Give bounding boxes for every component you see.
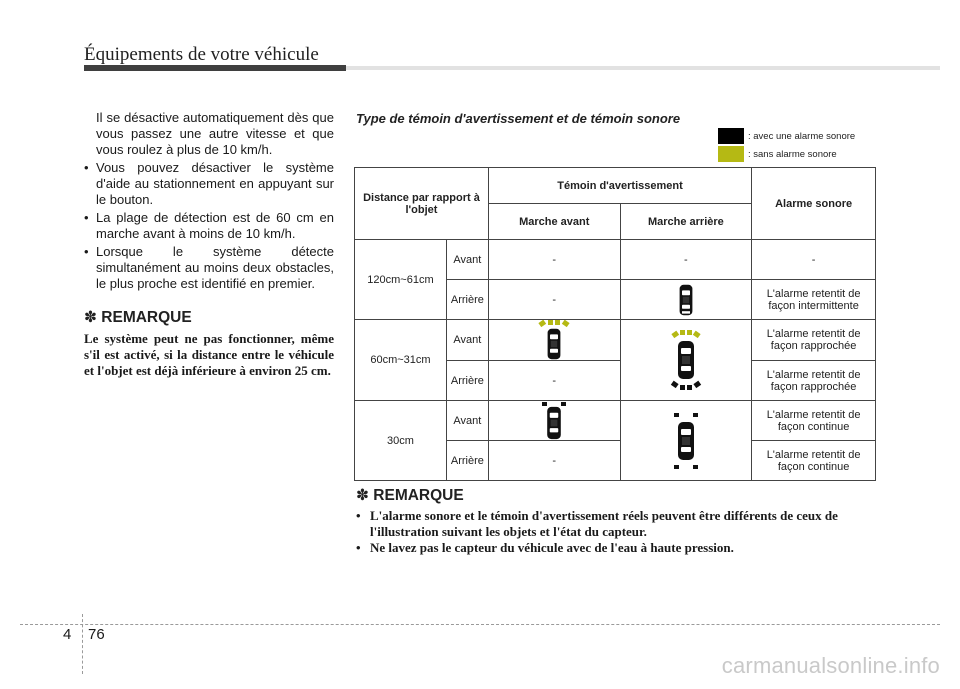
remark-block-bottom xyxy=(356,486,880,556)
header-rule-accent xyxy=(84,65,346,71)
intro-paragraph: Il se désactive automatiquement dès que vous passez une autre vitesse et que vous roulez à plus de 10 km/h. xyxy=(96,110,334,157)
distance-cell: 60cm~31cm xyxy=(355,320,447,401)
alarm-cell: L'alarme retentit de façon rapprochée xyxy=(752,361,876,401)
watermark-text: carmanualsonline.info xyxy=(721,653,940,678)
remark-item: • L'alarme sonore et le témoin d'avertissement réels peuvent être différents de ceux de l'illustration suivant les objets et l'état du capteur. xyxy=(356,508,880,540)
legend-label: : sans alarme sonore xyxy=(748,148,837,160)
header-distance: Distance par rapport à l'objet xyxy=(355,168,489,240)
front-indicator-cell xyxy=(488,401,620,441)
rear-indicator-cell: - xyxy=(620,240,752,280)
legend-swatch-black xyxy=(718,128,744,144)
legend-label: : avec une alarme sonore xyxy=(748,130,856,142)
bullet-item: • Lorsque le système détecte simultanément au moins deux obstacles, le plus proche est identifié en premier. xyxy=(84,244,334,292)
rear-indicator-cell xyxy=(620,320,752,401)
warning-table xyxy=(354,167,876,481)
legend-swatch-yellow xyxy=(718,146,744,162)
page-header-title: Équipements de votre véhicule xyxy=(84,44,319,65)
footer-divider xyxy=(82,614,83,674)
direction-cell: Avant xyxy=(446,240,488,280)
remark-item: • Ne lavez pas le capteur du véhicule avec de l'eau à haute pression. xyxy=(356,540,880,556)
alarm-cell: - xyxy=(752,240,876,280)
remark-text: Le système peut ne pas fonctionner, même s'il est activé, si la distance entre le véhicule et l'objet est déjà inférieure à environ 25 cm. xyxy=(84,331,334,378)
header-alarm: Alarme sonore xyxy=(752,168,876,240)
direction-cell: Avant xyxy=(446,320,488,361)
front-indicator-cell: - xyxy=(488,240,620,280)
alarm-cell: L'alarme retentit de façon rapprochée xyxy=(752,320,876,361)
chapter-number: 4 xyxy=(63,626,72,643)
footer-rule xyxy=(20,624,940,625)
header-front: Marche avant xyxy=(488,204,620,240)
alarm-cell: L'alarme retentit de façon continue xyxy=(752,401,876,441)
car-front-rear-sensor-icon xyxy=(668,330,704,390)
header-indicator: Témoin d'avertissement xyxy=(488,168,751,204)
car-front-sensor-icon xyxy=(539,402,569,440)
bullet-item: • Vous pouvez désactiver le système d'aide au stationnement en appuyant sur le bouton. xyxy=(84,160,334,208)
section-title: Type de témoin d'avertissement et de témoin sonore xyxy=(356,111,681,126)
distance-cell: 120cm~61cm xyxy=(355,240,447,320)
distance-cell: 30cm xyxy=(355,401,447,481)
remark-heading: ✽ REMARQUE xyxy=(84,309,192,326)
direction-cell: Arrière xyxy=(446,280,488,320)
bullet-item: • La plage de détection est de 60 cm en marche avant à moins de 10 km/h. xyxy=(84,210,334,242)
alarm-cell: L'alarme retentit de façon continue xyxy=(752,441,876,481)
legend-item-with-sound xyxy=(718,128,855,144)
direction-cell: Arrière xyxy=(446,361,488,401)
car-front-sensor-icon xyxy=(536,320,572,360)
car-rear-sensor-icon xyxy=(676,284,696,316)
rear-indicator-cell xyxy=(620,401,752,481)
left-column xyxy=(84,110,334,379)
front-indicator-cell xyxy=(488,320,620,361)
car-front-rear-sensor-icon xyxy=(671,413,701,469)
front-indicator-cell: - xyxy=(488,280,620,320)
header-rear: Marche arrière xyxy=(620,204,752,240)
direction-cell: Avant xyxy=(446,401,488,441)
front-indicator-cell: - xyxy=(488,441,620,481)
alarm-cell: L'alarme retentit de façon intermittente xyxy=(752,280,876,320)
front-indicator-cell: - xyxy=(488,361,620,401)
direction-cell: Arrière xyxy=(446,441,488,481)
page-number: 76 xyxy=(88,626,105,643)
legend-item-without-sound xyxy=(718,146,837,162)
remark-heading: ✽ REMARQUE xyxy=(356,487,464,504)
rear-indicator-cell xyxy=(620,280,752,320)
